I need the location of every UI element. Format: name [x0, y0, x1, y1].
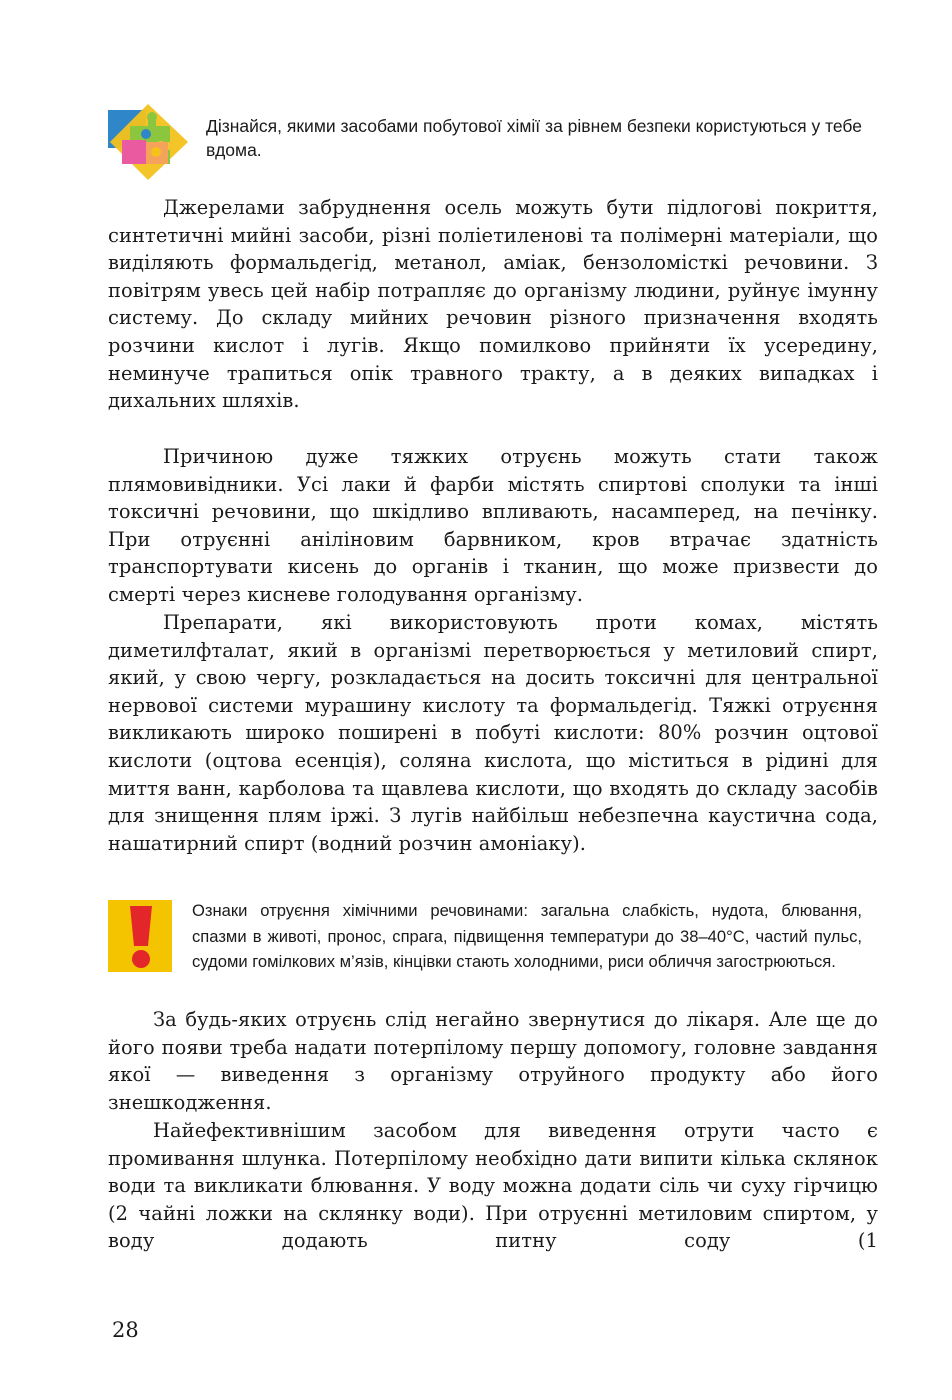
warning-callout — [108, 898, 878, 994]
paragraph-1: Джерелами забруднення осель можуть бути підлогові покриття, синтетичні мийні засоби, різні поліетиленові та полімерні матеріали, що виділяють формальдегід, метанол, аміак, бензоломісткі речовини. З повітрям увесь цей набір потрапляє до організму людини, руйнує імунну систему. До складу мийних речовин різного призначення входять розчини кислот і лугів. Якщо помилково прийняти їх усередину, неминуче трапиться опік травного тракту, а в деяких випадках і дихальних шляхів. — [108, 196, 878, 413]
paragraph-5: Найефективнішим засобом для виведення отрути часто є промивання шлунка. Потерпілому необхідно дати випити кілька склянок води та викликати блювання. У воду можна додати сіль чи суху гірчицю (2 чайні ложки на склянку води). При отруєнні метиловим спиртом, у воду додають питну соду (1 — [108, 1119, 878, 1253]
paragraph-4: За будь-яких отруєнь слід негайно звернутися до лікаря. Але ще до його появи треба надати потерпілому першу допомогу, головне завдання якої — виведення з організму отруйного продукту або його знешкодження. — [108, 1008, 878, 1114]
paragraph-2: Причиною дуже тяжких отруєнь можуть стати також плямовивідники. Усі лаки й фарби містять спиртові сполуки та інші токсичні речовини, що шкідливо впливають, насамперед, на печінку. При отруєнні аніліновим барвником, кров втрачає здатність транспортувати кисень до органів і тканин, що може призвести до смерті через кисневе голодування організму. — [108, 445, 878, 606]
warning-text: Ознаки отруєння хімічними речовинами: загальна слабкість, нудота, блювання, спазми в животі, пронос, спрага, підвищення температури до 38–40°С, частий пульс, судоми гомілкових м’язів, кінцівки стають холодними, риси обличчя загострюються. — [192, 901, 862, 971]
paragraph-3: Препарати, які використовують проти комах, містять диметилфталат, який в організмі перетворюється у метиловий спирт, який, у свою чергу, розкладається на досить токсичні для центральної нервової системи мурашину кислоту та формальдегід. Тяжкі отруєння викликають широко поширені в побуті кислоти: 80% розчин оцтової кислоти (оцтова есенція), соляна кислота, що міститься в рідині для миття ванн, карболова та щавлева кислоти, що входять до складу засобів для знищення плям іржі. З лугів найбільш небезпечна каустична сода, нашатирний спирт (водний розчин амоніаку). — [108, 611, 878, 855]
task-text: Дізнайся, якими засобами побутової хімії за рівнем безпеки користуються у тебе вдома. — [206, 116, 862, 160]
exclamation-icon — [108, 900, 174, 972]
puzzle-icon — [108, 104, 188, 180]
task-callout — [108, 104, 878, 180]
page-number: 28 — [112, 1318, 139, 1342]
